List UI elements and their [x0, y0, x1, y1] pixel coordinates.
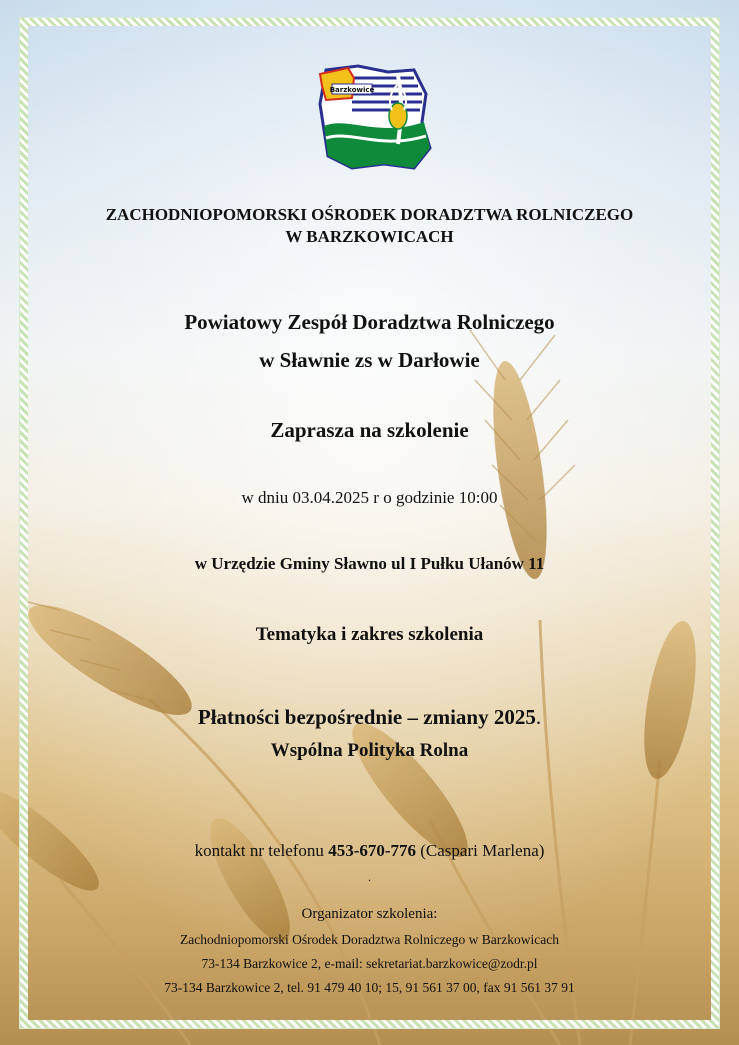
organization-header	[30, 204, 709, 248]
organizer-details	[30, 928, 709, 1000]
organizer-name: Zachodniopomorski Ośrodek Doradztwa Rolniczego w Barzkowicach	[179, 932, 559, 947]
invitation-heading: Zaprasza na szkolenie	[270, 418, 469, 442]
date-time-line: w dniu 03.04.2025 r o godzinie 10:00	[241, 488, 498, 507]
venue-line: w Urzędzie Gminy Sławno ul I Pułku Ułanów 11	[194, 554, 545, 573]
organizer-heading: Organizator szkolenia:	[301, 906, 438, 922]
contact-dot: .	[368, 870, 371, 884]
topic-line-1	[30, 700, 709, 734]
training-topic	[30, 700, 709, 768]
contact-prefix: kontakt nr telefonu	[194, 841, 329, 860]
topic-title: Płatności bezpośrednie – zmiany 2025	[197, 705, 536, 729]
header-line-2: W BARZKOWICACH	[285, 227, 454, 246]
contact-line	[30, 840, 709, 862]
team-line-2: w Sławnie zs w Darłowie	[259, 348, 480, 372]
zodr-logo-icon	[318, 64, 436, 172]
topics-heading: Tematyka i zakres szkolenia	[255, 624, 484, 645]
header-line-1: ZACHODNIOPOMORSKI OŚRODEK DORADZTWA ROLNICZEGO	[105, 205, 634, 224]
logo-label: Barzkowice	[329, 86, 375, 94]
organizer-phone-line: 73-134 Barzkowice 2, tel. 91 479 40 10; 15, 91 561 37 00, fax 91 561 37 91	[164, 980, 575, 995]
contact-person: (Caspari Marlena)	[416, 841, 545, 860]
topic-title-period: .	[535, 705, 542, 729]
topic-line-2: Wspólna Polityka Rolna	[270, 740, 469, 761]
team-name	[30, 303, 709, 379]
team-line-1: Powiatowy Zespół Doradztwa Rolniczego	[184, 310, 555, 334]
organizer-email-line: 73-134 Barzkowice 2, e-mail: sekretariat.barzkowice@zodr.pl	[201, 956, 538, 971]
contact-phone: 453-670-776	[328, 841, 417, 860]
